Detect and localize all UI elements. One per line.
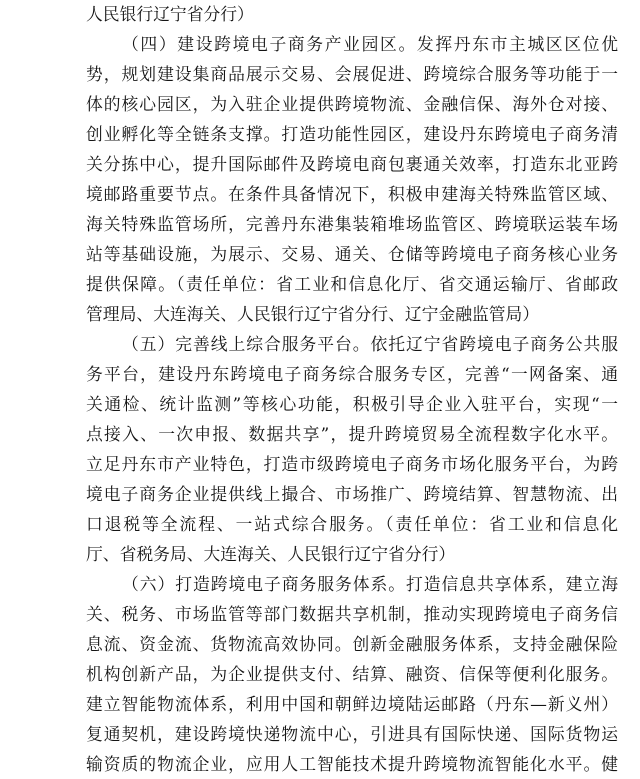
text-line-15: 点接入、一次申报、数据共享”，提升跨境贸易全流程数字化水平。 — [86, 424, 618, 444]
text-line-16: 立足丹东市产业特色，打造市级跨境电子商务市场化服务平台，为跨 — [86, 454, 618, 474]
text-line-25: 复通契机，建设跨境快递物流中心，引进具有国际快递、国际货物运 — [86, 724, 618, 744]
text-line-5: 创业孵化等全链条支撑。打造功能性园区，建设丹东跨境电子商务清 — [86, 124, 618, 144]
text-line-3: 势，规划建设集商品展示交易、会展促进、跨境综合服务等功能于一 — [86, 64, 618, 84]
text-line-12: （五）完善线上综合服务平台。依托辽宁省跨境电子商务公共服 — [122, 334, 618, 354]
text-line-18: 口退税等全流程、一站式综合服务。（责任单位：省工业和信息化 — [86, 514, 618, 534]
text-line-24: 建立智能物流体系，利用中国和朝鲜边境陆运邮路（丹东—新义州） — [86, 694, 618, 714]
text-line-23: 机构创新产品，为企业提供支付、结算、融资、信保等便利化服务。 — [86, 664, 618, 684]
text-line-7: 境邮路重要节点。在条件具备情况下，积极申建海关特殊监管区域、 — [86, 184, 618, 204]
text-line-13: 务平台，建设丹东跨境电子商务综合服务专区，完善“一网备案、通 — [86, 364, 618, 384]
text-line-1: 人民银行辽宁省分行） — [86, 4, 254, 24]
text-line-26: 输资质的物流企业，应用人工智能技术提升跨境物流智能化水平。健 — [86, 754, 618, 774]
text-line-11: 管理局、大连海关、人民银行辽宁省分行、辽宁金融监管局） — [86, 304, 540, 324]
text-line-14: 关通检、统计监测”等核心功能，积极引导企业入驻平台，实现“一 — [86, 394, 618, 414]
text-line-10: 提供保障。（责任单位：省工业和信息化厅、省交通运输厅、省邮政 — [86, 274, 618, 294]
text-line-20: （六）打造跨境电子商务服务体系。打造信息共享体系，建立海 — [122, 574, 618, 594]
text-line-19: 厅、省税务局、大连海关、人民银行辽宁省分行） — [86, 544, 456, 564]
text-line-4: 体的核心园区，为入驻企业提供跨境物流、金融信保、海外仓对接、 — [86, 94, 618, 114]
text-line-8: 海关特殊监管场所，完善丹东港集装箱堆场监管区、跨境联运装车场 — [86, 214, 618, 234]
text-line-22: 息流、资金流、货物流高效协同。创新金融服务体系，支持金融保险 — [86, 634, 618, 654]
text-line-17: 境电子商务企业提供线上撮合、市场推广、跨境结算、智慧物流、出 — [86, 484, 618, 504]
text-line-2: （四）建设跨境电子商务产业园区。发挥丹东市主城区区位优 — [122, 34, 618, 54]
text-line-9: 站等基础设施，为展示、交易、通关、仓储等跨境电子商务核心业务 — [86, 244, 618, 264]
text-line-6: 关分拣中心，提升国际邮件及跨境电商包裹通关效率，打造东北亚跨 — [86, 154, 618, 174]
text-line-21: 关、税务、市场监管等部门数据共享机制，推动实现跨境电子商务信 — [86, 604, 618, 624]
